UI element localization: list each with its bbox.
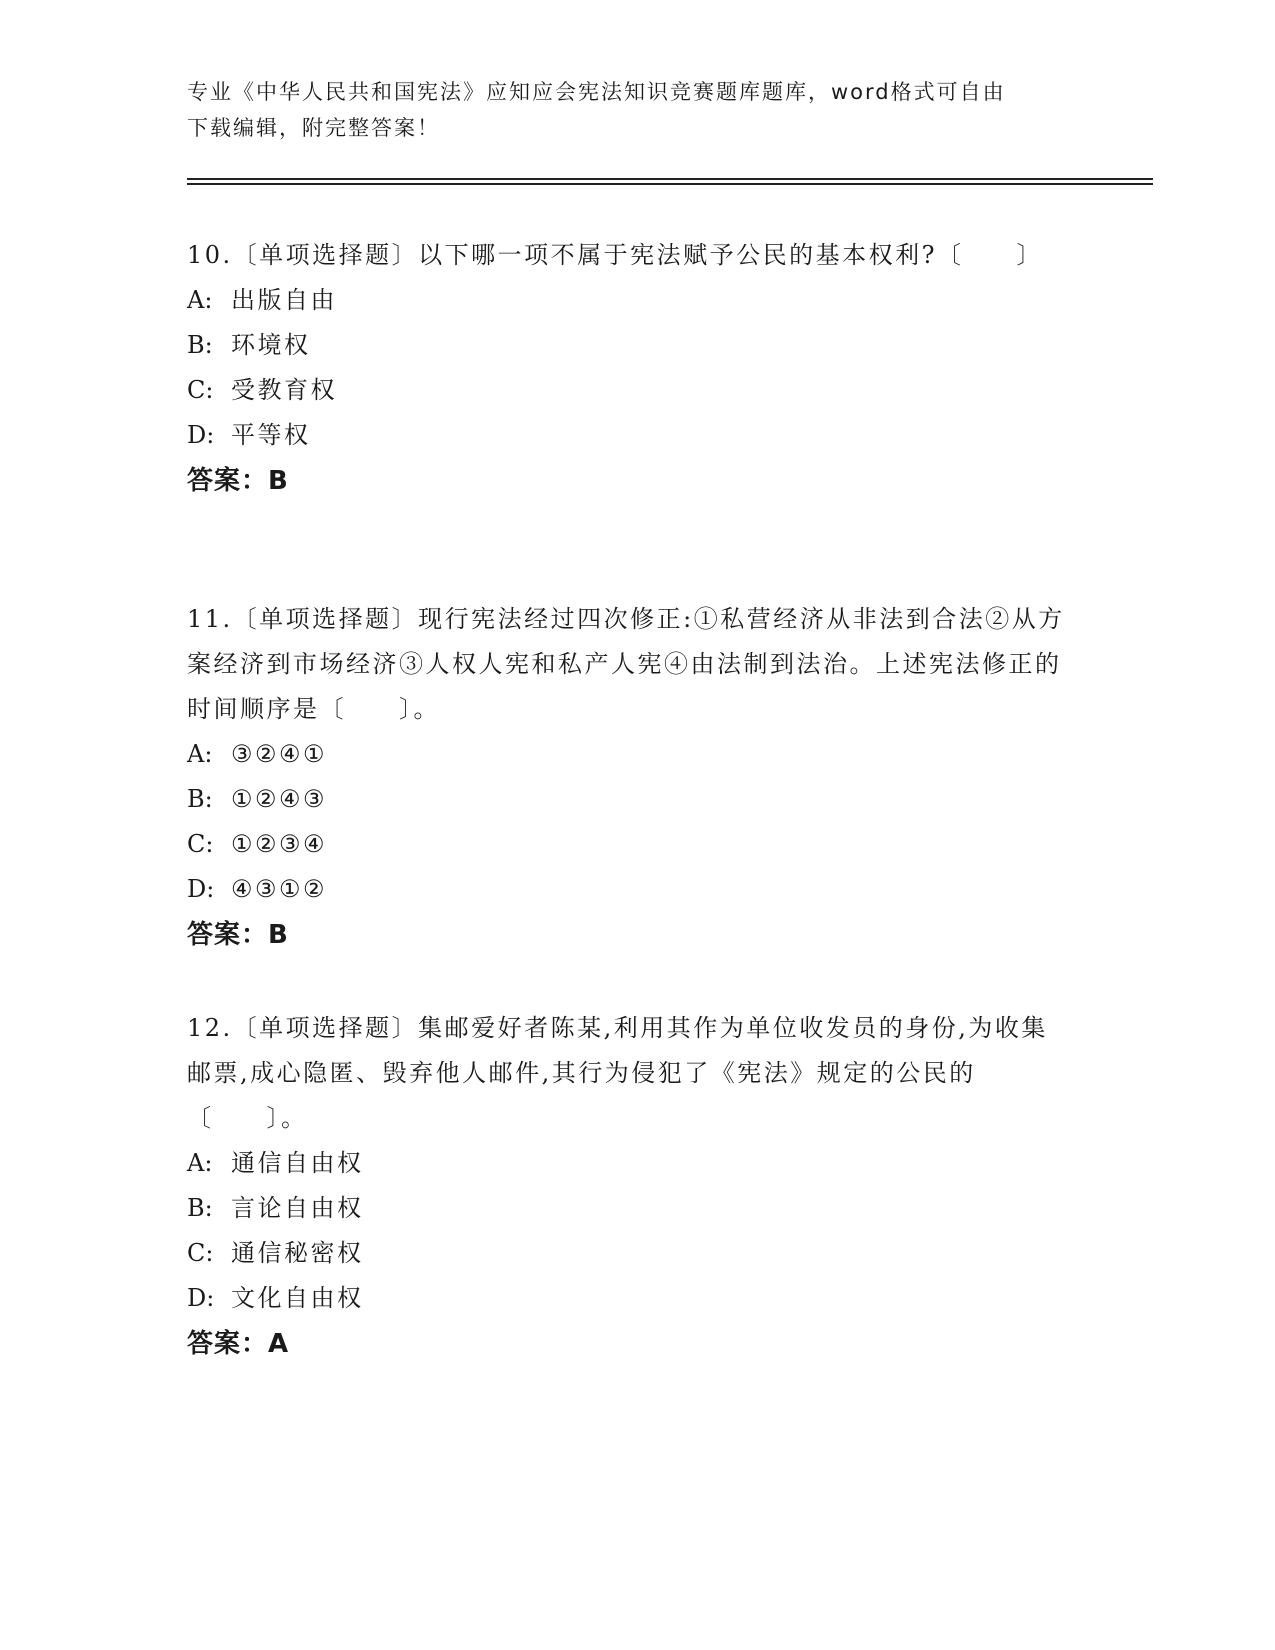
answer-line: 答案：B bbox=[187, 466, 289, 496]
option-label: A: bbox=[187, 286, 213, 314]
option-label: B: bbox=[187, 331, 213, 359]
option-d bbox=[187, 413, 1067, 458]
document-header bbox=[187, 74, 1067, 146]
option-label: B: bbox=[187, 785, 213, 813]
option-text: 受教育权 bbox=[231, 376, 337, 404]
header-divider-bottom bbox=[187, 183, 1153, 185]
option-label: A: bbox=[187, 740, 213, 768]
option-label: B: bbox=[187, 1194, 213, 1222]
option-a bbox=[187, 278, 1067, 323]
option-label: D: bbox=[187, 1284, 215, 1312]
option-label: A: bbox=[187, 1149, 213, 1177]
answer-line: 答案：A bbox=[187, 1329, 290, 1359]
option-label: C: bbox=[187, 376, 214, 404]
option-a bbox=[187, 1141, 1067, 1186]
question-stem: 10.〔单项选择题〕以下哪一项不属于宪法赋予公民的基本权利?〔 〕 bbox=[187, 241, 1044, 269]
header-line-2: 下载编辑，附完整答案！ bbox=[187, 116, 440, 140]
option-c bbox=[187, 822, 1067, 867]
option-c bbox=[187, 368, 1067, 413]
option-c bbox=[187, 1231, 1067, 1276]
option-text: 文化自由权 bbox=[231, 1284, 364, 1312]
question-stem: 11.〔单项选择题〕现行宪法经过四次修正:①私营经济从非法到合法②从方案经济到市场经济③人权人宪和私产人宪④由法制到法治。上述宪法修正的时间顺序是〔 〕。 bbox=[187, 605, 1065, 723]
option-text: ③②④① bbox=[231, 740, 328, 768]
option-b bbox=[187, 1186, 1067, 1231]
option-text: 通信秘密权 bbox=[231, 1239, 364, 1267]
question-block bbox=[187, 1006, 1067, 1367]
option-label: C: bbox=[187, 830, 214, 858]
option-text: 平等权 bbox=[231, 421, 311, 449]
header-divider-top bbox=[187, 178, 1153, 180]
option-text: ④③①② bbox=[231, 875, 328, 903]
header-line-1: 专业《中华人民共和国宪法》应知应会宪法知识竞赛题库题库，word格式可自由 bbox=[187, 80, 1006, 104]
option-label: C: bbox=[187, 1239, 214, 1267]
option-text: 出版自由 bbox=[231, 286, 337, 314]
question-stem: 12.〔单项选择题〕集邮爱好者陈某,利用其作为单位收发员的身份,为收集邮票,成心隐匿、毁弃他人邮件,其行为侵犯了《宪法》规定的公民的〔 〕。 bbox=[187, 1014, 1048, 1132]
option-a bbox=[187, 732, 1067, 777]
option-text: 环境权 bbox=[231, 331, 311, 359]
option-label: D: bbox=[187, 875, 215, 903]
option-label: D: bbox=[187, 421, 215, 449]
question-block bbox=[187, 233, 1067, 504]
option-text: ①②③④ bbox=[231, 830, 328, 858]
option-text: 言论自由权 bbox=[231, 1194, 364, 1222]
option-text: 通信自由权 bbox=[231, 1149, 364, 1177]
option-d bbox=[187, 867, 1067, 912]
option-b bbox=[187, 323, 1067, 368]
answer-line: 答案：B bbox=[187, 920, 289, 950]
option-b bbox=[187, 777, 1067, 822]
option-text: ①②④③ bbox=[231, 785, 328, 813]
question-block bbox=[187, 597, 1067, 958]
option-d bbox=[187, 1276, 1067, 1321]
